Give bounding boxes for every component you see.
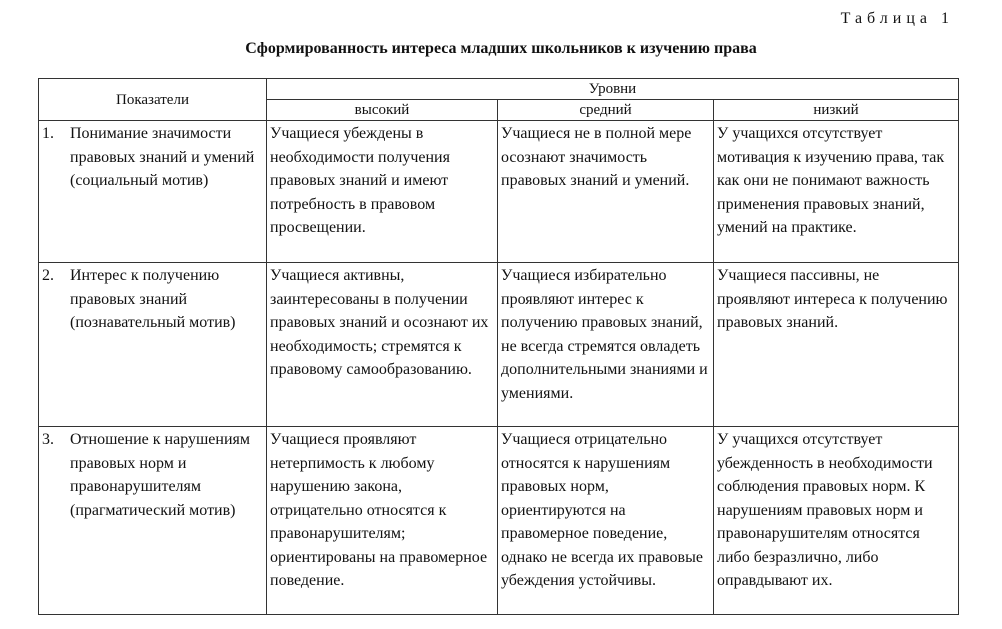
row-number: 1.: [42, 125, 54, 142]
indicator-cell: [39, 263, 267, 427]
indicator-cell: [39, 121, 267, 263]
row-number: 3.: [42, 431, 54, 448]
medium-level-cell: Учащиеся избирательно проявляют интерес к получению правовых знаний, не всегда стремятся овладеть дополнительными знаниями и умениями.: [498, 263, 714, 427]
header-high: высокий: [267, 100, 498, 121]
high-level-cell: Учащиеся проявляют нетерпимость к любому нарушению закона, отрицательно относятся к правонарушителям; ориентированы на правомерное поведение.: [267, 427, 498, 615]
table-label: Таблица 1: [840, 10, 954, 27]
header-levels: Уровни: [267, 79, 959, 100]
indicator-text: Отношение к нарушениям правовых норм и правонарушителям (прагматический мотив): [70, 431, 251, 519]
table-row: [39, 121, 959, 263]
header-low: низкий: [714, 100, 959, 121]
row-number: 2.: [42, 267, 54, 284]
table-title: Сформированность интереса младших школьников к изучению права: [245, 40, 757, 57]
header-row-levels: [39, 79, 959, 100]
table-row: [39, 427, 959, 615]
levels-table: [38, 78, 959, 615]
medium-level-cell: Учащиеся не в полной мере осознают значимость правовых знаний и умений.: [498, 121, 714, 263]
low-level-cell: У учащихся отсутствует убежденность в необходимости соблюдения правовых норм. К нарушениям правовых норм и правонарушителям относятся либо безразлично, либо оправдывают их.: [714, 427, 959, 615]
low-level-cell: У учащихся отсутствует мотивация к изучению права, так как они не понимают важность применения правовых знаний, умений на практике.: [714, 121, 959, 263]
low-level-cell: Учащиеся пассивны, не проявляют интереса к получению правовых знаний.: [714, 263, 959, 427]
indicator-text: Понимание значимости правовых знаний и умений (социальный мотив): [70, 125, 255, 189]
table-row: [39, 263, 959, 427]
header-indicators: Показатели: [39, 79, 267, 121]
indicator-text: Интерес к получению правовых знаний (познавательный мотив): [70, 267, 236, 331]
header-medium: средний: [498, 100, 714, 121]
high-level-cell: Учащиеся убеждены в необходимости получения правовых знаний и имеют потребность в правовом просвещении.: [267, 121, 498, 263]
high-level-cell: Учащиеся активны, заинтересованы в получении правовых знаний и осознают их необходимость; стремятся к правовому самообразованию.: [267, 263, 498, 427]
indicator-cell: [39, 427, 267, 615]
medium-level-cell: Учащиеся отрицательно относятся к нарушениям правовых норм, ориентируются на правомерное поведение, однако не всегда их правовые убеждения устойчивы.: [498, 427, 714, 615]
